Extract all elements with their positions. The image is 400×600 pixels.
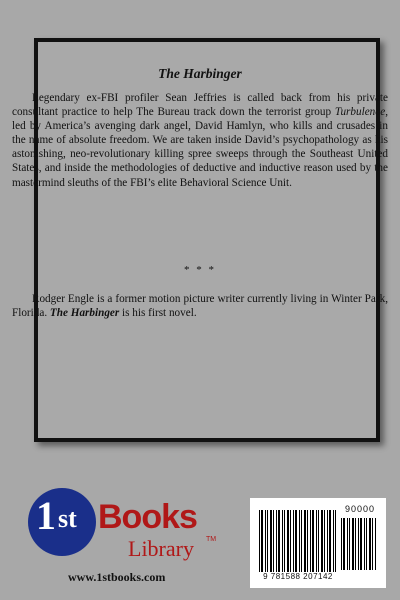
logo-books-text: Books [98, 498, 197, 536]
blurb-part: , led by America’s avenging dark angel, David Hamlyn, who kills and crusades in the name of absolute freedom. We are taken inside David’s psychopathology as his astonishing, neo-revolutionary killing spree sweeps through the Southeast United States, and inside the methodologies of deductive and inductive reason used by the mastermind sleuths of the FBI’s elite Behavioral Science Unit. [12, 106, 388, 189]
logo-number: 1 [36, 493, 56, 538]
barcode-bar [259, 510, 260, 572]
barcode-bar [270, 510, 272, 572]
blurb-italic-part: Turbulence [334, 106, 386, 119]
barcode-bar [267, 510, 268, 572]
price-code: 90000 [344, 504, 376, 514]
barcode-bar [352, 518, 354, 570]
barcode-bar [327, 510, 328, 572]
barcode-bar [347, 518, 348, 570]
author-bio-part: Rodger Engle is a former motion picture writer currently living in Winter Park, Florida. [12, 293, 388, 320]
author-bio [12, 292, 388, 320]
barcode-bar [318, 510, 319, 572]
barcode-bar [343, 518, 345, 570]
barcode-bar [299, 510, 300, 572]
logo-library-text: Library [128, 536, 194, 561]
barcode-bar [265, 510, 266, 572]
logo-trademark: TM [206, 536, 217, 543]
main-barcode-bars [258, 510, 338, 572]
barcode-bar [372, 518, 373, 570]
barcode-bar [282, 510, 283, 572]
barcode-bar [321, 510, 323, 572]
isbn-barcode [250, 498, 386, 588]
barcode-bar [290, 510, 291, 572]
barcode-bar [276, 510, 277, 572]
logo-badge [28, 488, 96, 556]
barcode-bar [301, 510, 302, 572]
barcode-bar [273, 510, 274, 572]
barcode-bar [312, 510, 314, 572]
barcode-bar [364, 518, 365, 570]
barcode-bar [324, 510, 325, 572]
addon-barcode-bars [340, 518, 378, 570]
barcode-bar [358, 518, 359, 570]
publisher-url: www.1stbooks.com [68, 570, 166, 584]
barcode-bar [335, 510, 336, 572]
barcode-bar [278, 510, 280, 572]
barcode-bar [304, 510, 306, 572]
barcode-bar [360, 518, 362, 570]
barcode-bar [341, 518, 342, 570]
barcode-bar [295, 510, 297, 572]
barcode-bar [333, 510, 334, 572]
barcode-bar [284, 510, 285, 572]
barcode-bar [369, 518, 371, 570]
author-bio-part: is his first novel. [119, 307, 197, 320]
barcode-bar [316, 510, 317, 572]
barcode-bar [261, 510, 263, 572]
author-bio-title: The Harbinger [49, 307, 120, 320]
section-separator: * * * [184, 264, 216, 276]
book-title: The Harbinger [158, 66, 242, 81]
isbn-digits: 9 781588 207142 [263, 572, 333, 581]
barcode-bar [293, 510, 294, 572]
logo-suffix: st [58, 504, 77, 533]
blurb-part: Legendary ex-FBI profiler Sean Jeffries is called back from his private consultant practice to help The Bureau track down the terrorist group [12, 92, 388, 119]
book-blurb [12, 91, 388, 190]
barcode-bar [287, 510, 289, 572]
barcode-bar [366, 518, 367, 570]
barcode-bar [310, 510, 311, 572]
barcode-bar [307, 510, 308, 572]
barcode-bar [375, 518, 376, 570]
barcode-bar [329, 510, 331, 572]
publisher-logo [28, 488, 228, 588]
barcode-bar [349, 518, 350, 570]
barcode-bar [355, 518, 356, 570]
